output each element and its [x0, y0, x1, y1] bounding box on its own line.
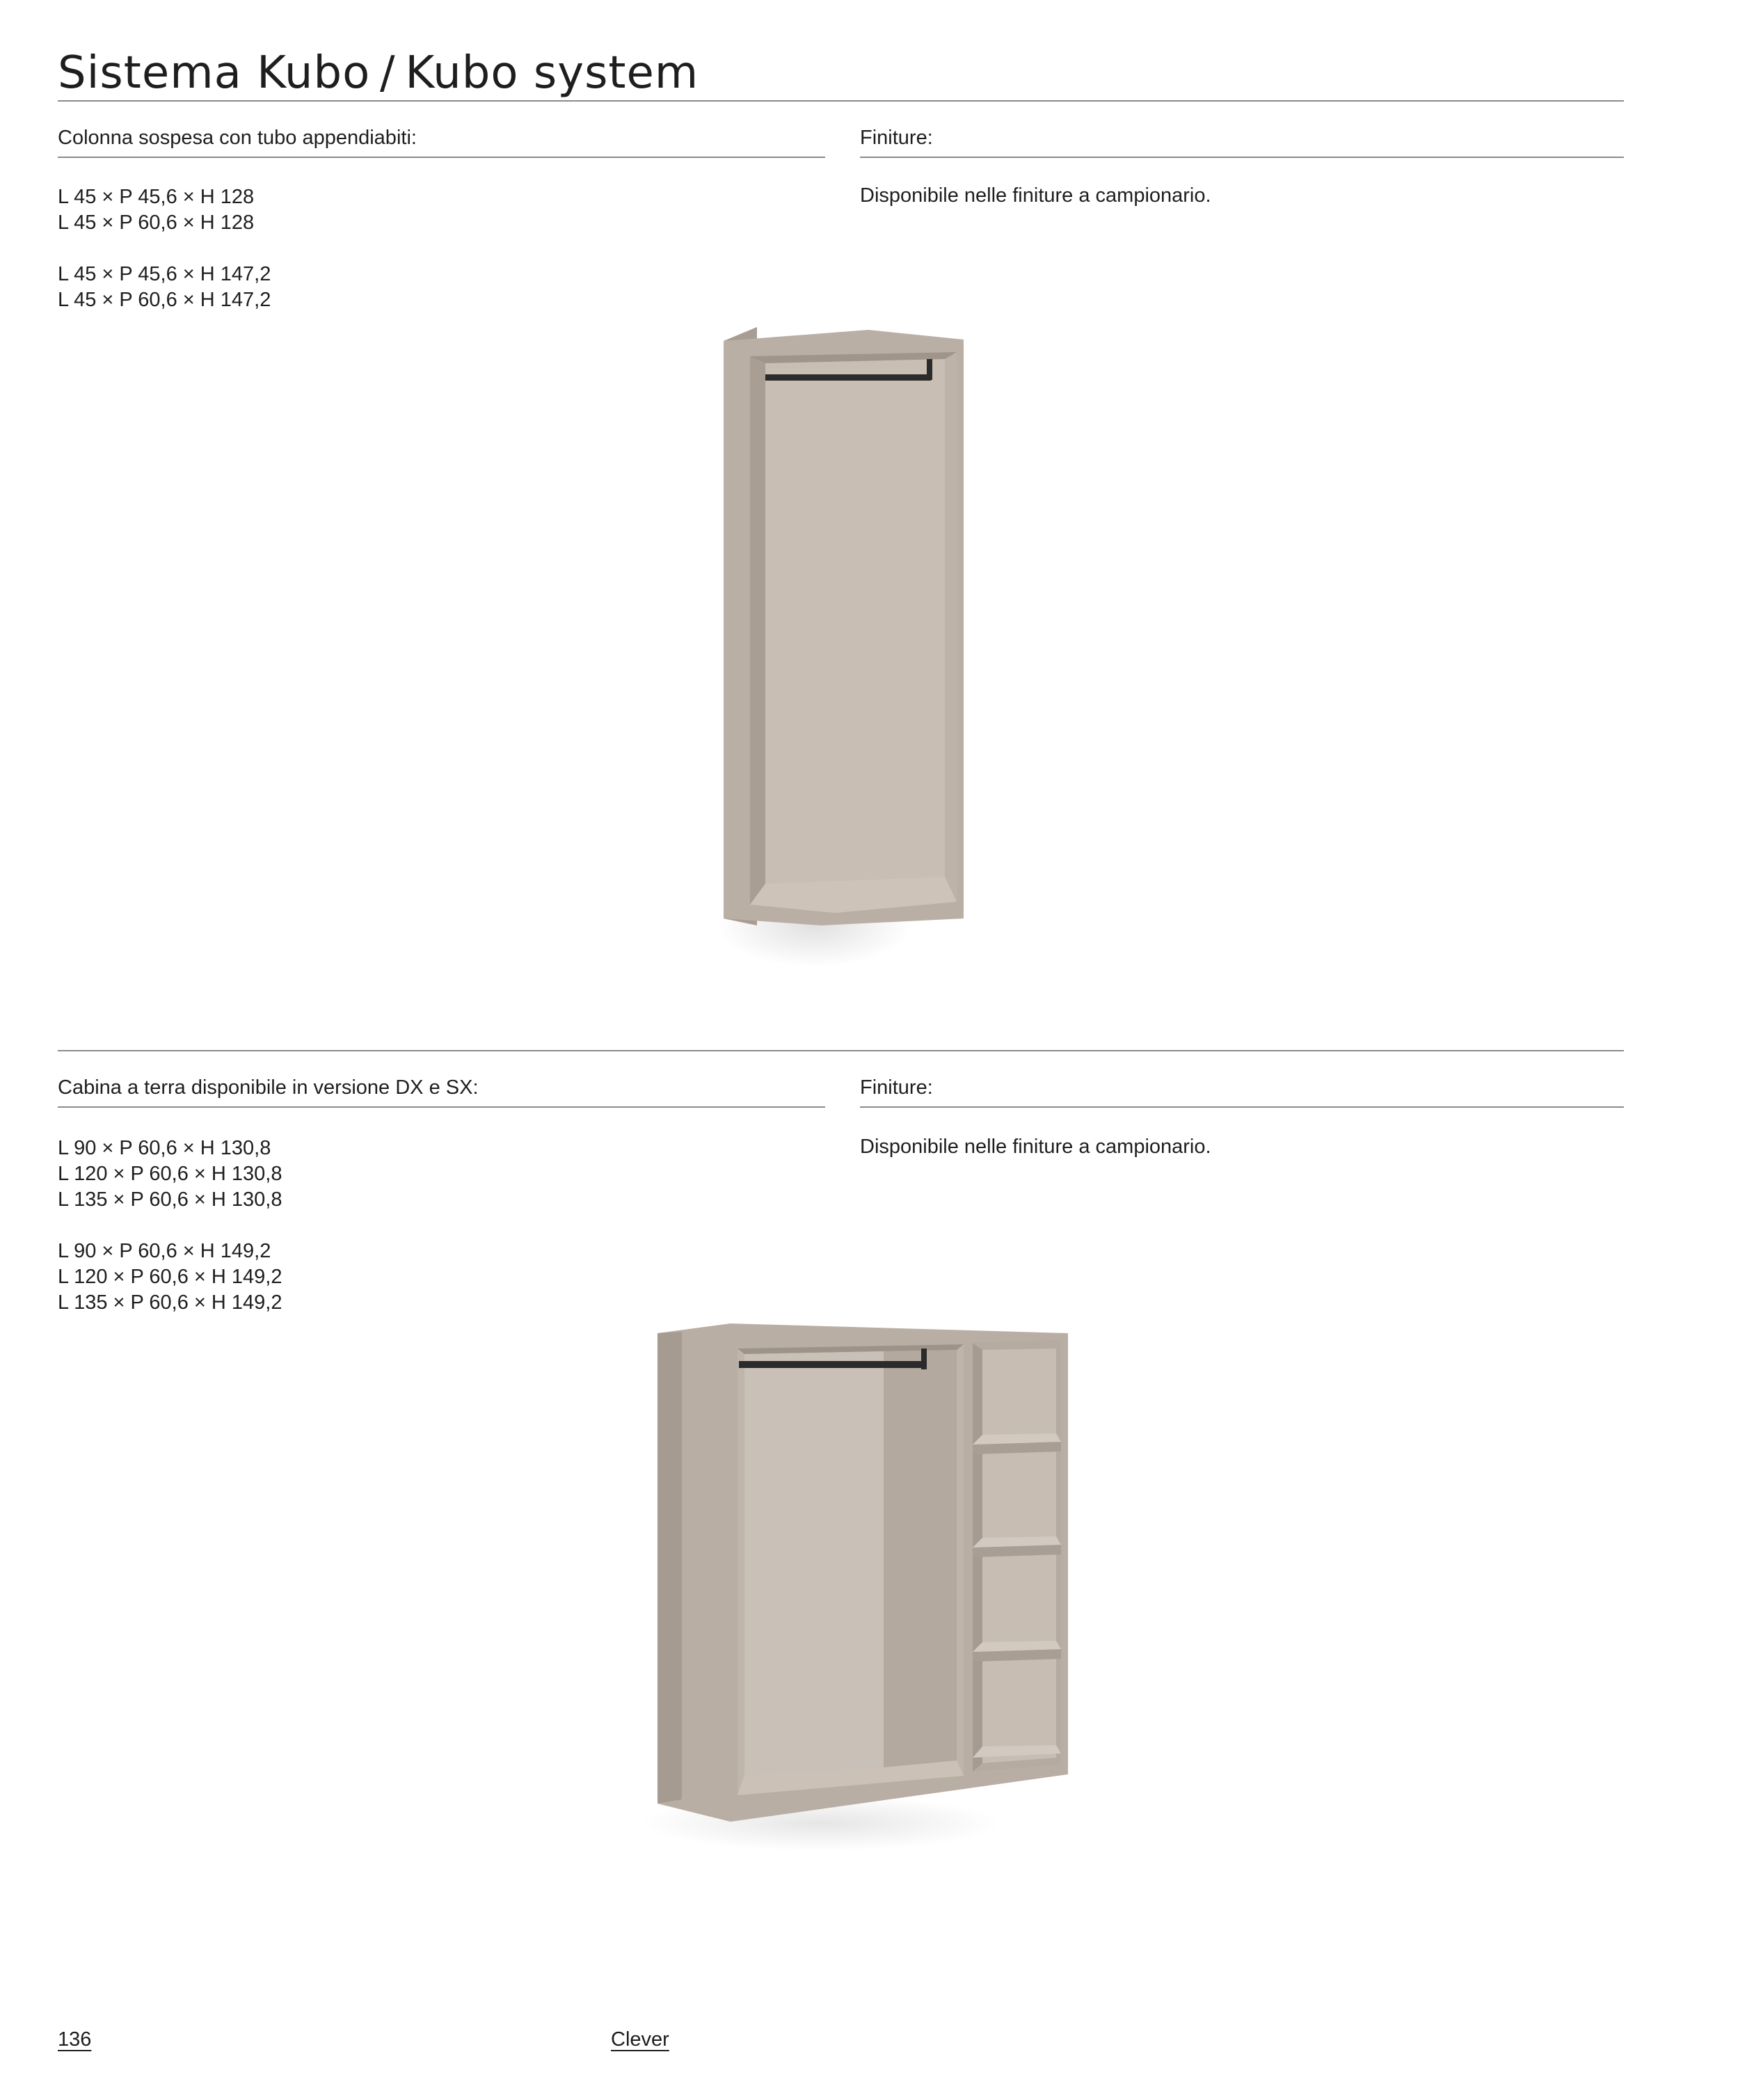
finishes-divider	[860, 1106, 1624, 1108]
section-divider	[58, 1050, 1624, 1051]
dimension-item: L 120 × P 60,6 × H 130,8	[58, 1163, 282, 1185]
hanging-column-image	[654, 313, 1016, 981]
dimensions-list-2	[58, 1136, 282, 1316]
dimension-item: L 45 × P 60,6 × H 128	[58, 212, 255, 234]
finishes-label: Finiture:	[860, 127, 933, 149]
finishes-text: Disponibile nelle finiture a campionario.	[860, 1136, 1211, 1158]
page-number: 136	[58, 2028, 92, 2051]
floor-cabin-image	[640, 1308, 1085, 1851]
brand-name: Clever	[611, 2028, 669, 2051]
product-divider	[58, 1106, 825, 1108]
dimension-item: L 45 × P 45,6 × H 128	[58, 186, 255, 208]
dimension-item: L 45 × P 45,6 × H 147,2	[58, 263, 271, 285]
product-label-floor-cabin: Cabina a terra disponibile in versione DX e SX:	[58, 1076, 479, 1099]
dimension-item: L 120 × P 60,6 × H 149,2	[58, 1266, 282, 1288]
finishes-divider	[860, 157, 1624, 158]
product-divider	[58, 157, 825, 158]
dimension-item: L 45 × P 60,6 × H 147,2	[58, 289, 271, 311]
title-divider	[58, 100, 1624, 102]
dimension-item: L 90 × P 60,6 × H 149,2	[58, 1240, 271, 1262]
dimension-item: L 135 × P 60,6 × H 149,2	[58, 1291, 282, 1314]
dimension-item: L 90 × P 60,6 × H 130,8	[58, 1137, 271, 1159]
dimension-item: L 135 × P 60,6 × H 130,8	[58, 1188, 282, 1211]
page-title: Sistema Kubo / Kubo system	[58, 47, 699, 99]
dimensions-list-1	[58, 184, 271, 313]
finishes-label: Finiture:	[860, 1076, 933, 1099]
finishes-text: Disponibile nelle finiture a campionario.	[860, 184, 1211, 207]
product-label-hanging-column: Colonna sospesa con tubo appendiabiti:	[58, 127, 417, 149]
